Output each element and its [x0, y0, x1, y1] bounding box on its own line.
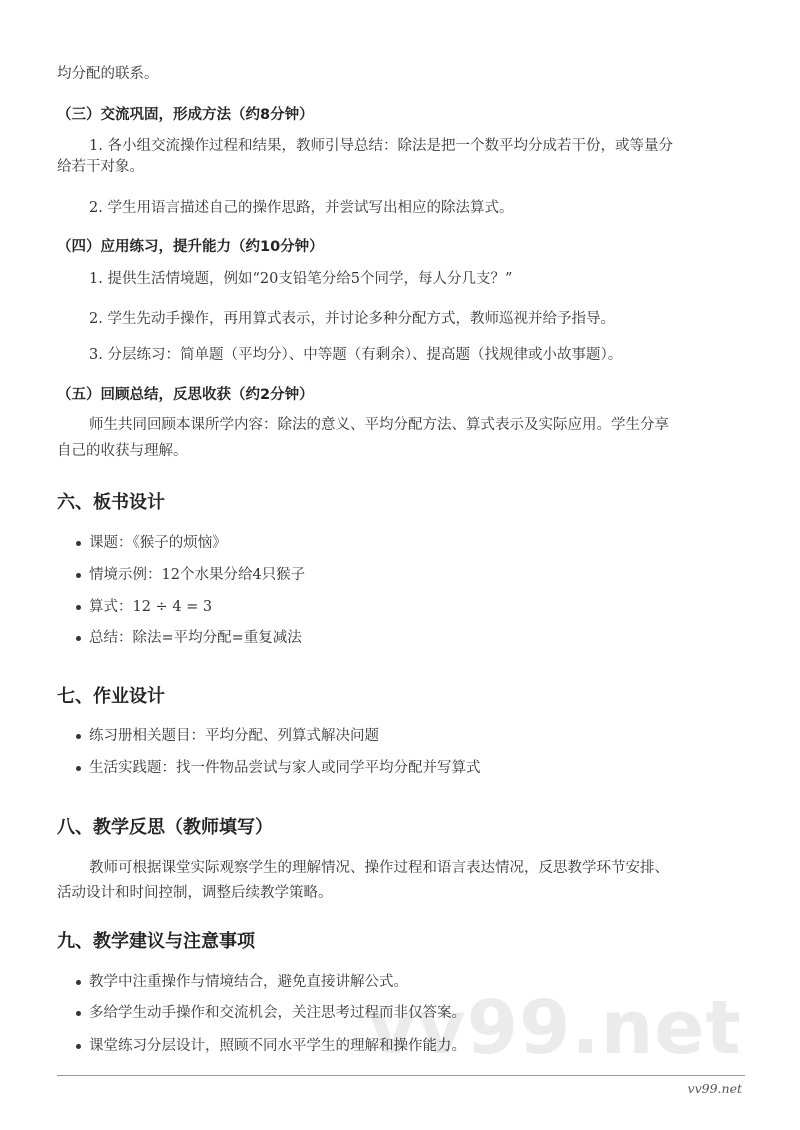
list-item — [76, 1036, 766, 1056]
section-heading-8: 八、教学反思（教师填写） — [57, 817, 273, 838]
list-item — [76, 758, 766, 778]
list-item — [76, 565, 766, 585]
s4-item: 2. 学生先动手操作，再用算式表示，并讨论多种分配方式，教师巡视并给予指导。 — [89, 311, 615, 327]
subsection-heading-5: （五）回顾总结，反思收获（约2分钟） — [57, 387, 314, 403]
list-item — [76, 628, 766, 648]
list-item-text: 生活实践题：找一件物品尝试与家人或同学平均分配并写算式 — [89, 760, 481, 776]
bullet-icon — [76, 636, 81, 641]
s8-paragraph-cont: 活动设计和时间控制，调整后续教学策略。 — [57, 885, 333, 901]
s4-item: 3. 分层练习：简单题（平均分）、中等题（有剩余）、提高题（找规律或小故事题）。 — [89, 347, 623, 363]
list-item-text: 教学中注重操作与情境结合，避免直接讲解公式。 — [89, 974, 408, 990]
s3-item-1: 1. 各小组交流操作过程和结果，教师引导总结：除法是把一个数平均分成若干份，或等量分 — [89, 138, 673, 154]
list-item — [76, 726, 766, 746]
bullet-icon — [76, 573, 81, 578]
section-heading-7: 七、作业设计 — [57, 686, 165, 707]
section-heading-6: 六、板书设计 — [57, 492, 165, 513]
list-item-text: 算式：12 ÷ 4 = 3 — [89, 599, 213, 615]
subsection-heading-4: （四）应用练习，提升能力（约10分钟） — [57, 239, 324, 255]
list-item-text: 课题：《猴子的烦恼》 — [89, 535, 227, 551]
s5-paragraph: 师生共同回顾本课所学内容：除法的意义、平均分配方法、算式表示及实际应用。学生分享 — [89, 417, 669, 433]
watermark: vv99.net — [368, 985, 742, 1071]
bullet-icon — [76, 541, 81, 546]
list-item-text: 课堂练习分层设计，照顾不同水平学生的理解和操作能力。 — [89, 1038, 466, 1054]
subsection-heading-3: （三）交流巩固，形成方法（约8分钟） — [57, 107, 314, 123]
footer-divider — [57, 1075, 745, 1076]
section-heading-9: 九、教学建议与注意事项 — [57, 931, 255, 952]
list-item — [76, 972, 766, 992]
bullet-icon — [76, 980, 81, 985]
list-item-text: 情境示例：12个水果分给4只猴子 — [89, 567, 306, 583]
bullet-icon — [76, 734, 81, 739]
list-item-text: 总结：除法=平均分配=重复减法 — [89, 630, 302, 646]
list-item-text: 多给学生动手操作和交流机会，关注思考过程而非仅答案。 — [89, 1005, 466, 1021]
paragraph-continuation: 均分配的联系。 — [57, 66, 159, 82]
s4-item: 1. 提供生活情境题，例如“20支铅笔分给5个同学，每人分几支？” — [89, 271, 513, 287]
list-item — [76, 597, 766, 617]
bullet-icon — [76, 766, 81, 771]
s3-item-1-cont: 给若干对象。 — [57, 159, 144, 175]
bullet-icon — [76, 1044, 81, 1049]
list-item — [76, 533, 766, 553]
s3-item-2: 2. 学生用语言描述自己的操作思路，并尝试写出相应的除法算式。 — [89, 200, 514, 216]
s8-paragraph: 教师可根据课堂实际观察学生的理解情况、操作过程和语言表达情况，反思教学环节安排、 — [89, 860, 669, 876]
list-item — [76, 1003, 766, 1023]
list-item-text: 练习册相关题目：平均分配、列算式解决问题 — [89, 728, 379, 744]
bullet-icon — [76, 1011, 81, 1016]
s5-paragraph-cont: 自己的收获与理解。 — [57, 443, 188, 459]
footer-site: vv99.net — [687, 1081, 742, 1096]
bullet-icon — [76, 605, 81, 610]
